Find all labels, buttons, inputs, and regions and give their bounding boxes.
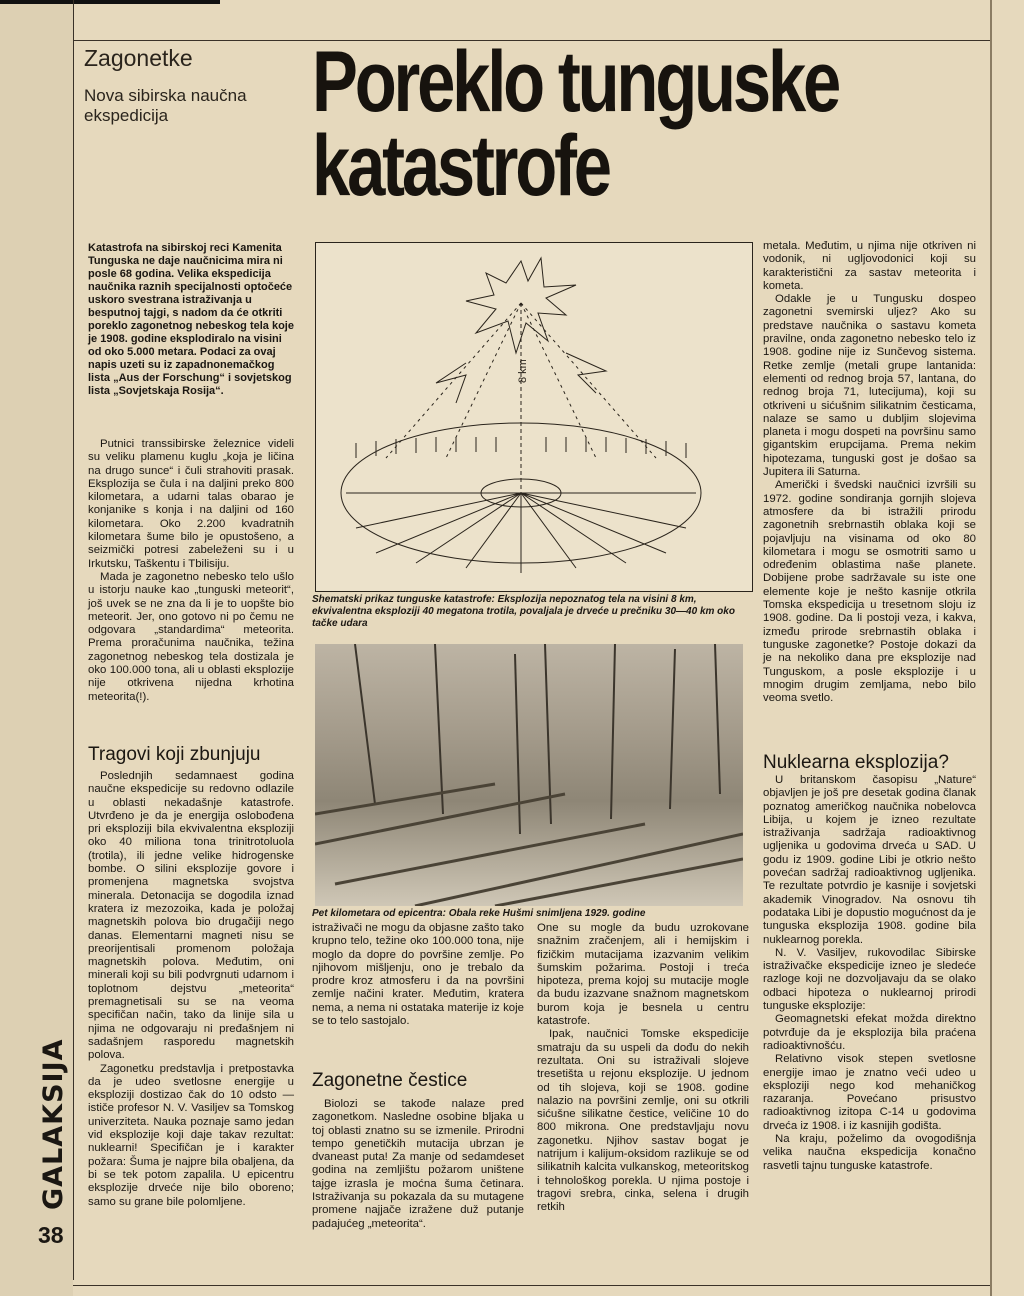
page-edge [990,0,992,1296]
paragraph: N. V. Vasiljev, rukovodilac Sibirske istraživačke ekspedicije izneo je sledeće razloge koji ne dozvoljavaju da se olako odbaci hipoteza o nuklearnoj prirodi tunguske eksplozije: [763,946,976,1013]
column-4 [763,240,976,705]
forest-photo [315,644,743,906]
ray-mid-right [521,303,596,458]
paragraph: Zagonetku predstavlja i pretpostavka da je udeo svetlosne energije u eksploziji dostizao čak do 10 odsto — ističe profesor N. V. Vasiljev sa Tomskog univerziteta. Nauka poznaje samo jedan vid eksplozije koji daje takav rezultat: nuklearni! Specifičan je i karakter požara: Šuma je najpre bila obaljena, da bi se tek potom zapalila. U epicentru eksplozije drveće nije bilo oboreno; samo su grane bile polomljene. [88,1062,294,1208]
headline [312,34,840,214]
explosion-diagram [315,242,753,592]
footer-rule [73,1285,990,1286]
subheading-cestice: Zagonetne čestice [312,1070,468,1091]
paragraph: Geomagnetski efekat možda direktno potvrđuje da je eksplozija bila praćena radioaktivnošću. [763,1013,976,1052]
paragraph: Relativno visok stepen svetlosne energije imao je znatno veći udeo u eksploziji nego kod mehaničkog razaranja. Povećano prisustvo radioaktivnog izitopa C-14 u godovima drveća iz 1908. i iz kasnijih godišta. [763,1053,976,1132]
caption-diagram: Shematski prikaz tunguske katastrofe: Eksplozija nepoznatog tela na visini 8 km, ekvivalentna eksploziji 40 megatona trotila, povaljala je drveće u prečniku 30—40 km oko tačke udara [312,594,735,629]
paragraph: Poslednjih sedamnaest godina naučne ekspedicije su redovno odlazile u oblasti nekadašnje katastrofe. Utvrđeno je da je energija oslobođena pri eksploziji bila ekvivalentna eksploziji oko 40 miliona tona trinitrotoluola (trotila), ili jedne velike hidrogenske bombe. O silini eksplozije govore i promenjena magnetska svojstva minerala. Detonacija se dogodila iznad kratera iz mezozoika, kada je položaj magnetskih polova bio drugačiji nego danas. Elementarni magneti nisu se preorijentisali promenom položaja magnetskih polova. Međutim, oni minerali koji su bili podvrgnuti udarnom i toplotnom dejstvu „meteorita“ premagnetisali su se na veoma specifičan način, tako da linije sila u njima ne odgovaraju ni pređašnjem ni sadašnjem rasporedu magnetskih polova. [88,770,294,1062]
paragraph: Odakle je u Tungusku dospeo zagonetni svemirski uljez? Ako su predstave naučnika o sastavu kometa pravilne, onda zagonetno nebesko telo iz 1908. godine nije iz Sunčevog sistema. Retke zemlje (metali grupe lantanida: elementi od rednog broja 57, lantana, do rednog broja 71, lutecijuma), koji su otkriveni u sićušnim silikatnim česticama, nalaze se samo u dubljim slojevima planeta i mogu dospeti na površinu samo gigantskim erupcijama. Prema nekim hipotezama, tunguski gost je došao sa Jupitera ili Saturna. [763,293,976,479]
fallen-trees [346,493,696,573]
column-4-continued [763,774,976,1173]
paragraph: Biolozi se takođe nalaze pred zagonetkom. Nasledne osobine bljaka u toj oblasti znatno su se izmenile. Prirodni tempo genetičkih mutacija ubrzan je dvaneast puta! Za manje od sedamdeset godina na zemljištu požarom uništene tajge izrasla je moćna šuma četinara. Istraživanja su pokazala da su mutagene promene najjače izražene duž putanje padajućeg „meteorita“. [312,1098,524,1230]
magazine-logo-text: GALAKSIJA [38,1038,69,1210]
magazine-logo [38,1038,69,1210]
column-2-continued [312,1098,524,1231]
page-number: 38 [38,1222,64,1248]
headline-line-1: Poreklo tunguske [312,34,839,130]
standing-trees [356,437,686,458]
paragraph: istraživači ne mogu da objasne zašto tako krupno telo, težine oko 100.000 tona, nije moglo da dopre do površine zemlje. Po njihovom mišljenju, ono je trebalo da prodre kroz atmosferu i da na površini zemlje načini krater. Međutim, kratera nema, a nema ni ostataka materije iz koje se to telo sastojalo. [312,922,524,1028]
paragraph: Mada je zagonetno nebesko telo ušlo u istorju nauke kao „tunguski meteorit“, još uvek se ne zna da li je to uopšte bio meteorit. Jer, ono gotovo ni po čemu ne odgovara „standardima“ meteorita. Prema proračunima naučnika, težina zagonetnog nebeskog tela dostizala je oko 100.000 tona, ali u oblasti eksplozije nije otkrivena nijedna krhotina meteorita(!). [88,570,294,703]
ray-left [386,303,521,458]
paragraph: U britanskom časopisu „Nature“ objavljen je još pre desetak godina članak poznatog američkog naučnika nobelovca Libija, u kojem je izneo rezultate istraživanja sadržaja radioaktivnog ugljenika u godovima drveća u SAD. U godu iz 1909. godine Libi je otkrio nešto povećan sadržaj radioaktivnog ugljenika. Te rezultate potvrdio je kasnije i sovjetski akademik Vinogradov. Na osnovu tih podataka Libi je dopustio mogućnost da je tunguska eksplozija 1908. godine bila nuklearnog porekla. [763,774,976,946]
column-3 [537,922,749,1215]
column-1-continued [88,770,294,1209]
paragraph: Na kraju, poželimo da ovogodišnja velika naučna ekspedicija konačno rasvetli tajnu tunguske katastrofe. [763,1133,976,1172]
top-bar [0,0,220,4]
subheading-nuklearna: Nuklearna eksplozija? [763,752,949,773]
subheading-tragovi: Tragovi koji zbunjuju [88,744,261,765]
paragraph: metala. Međutim, u njima nije otkriven ni vodonik, ni ugljovodonici koji su karakteristični za sastav meteorita i kometa. [763,240,976,292]
column-2 [312,922,524,1028]
lead-paragraph: Katastrofa na sibirskoj reci Kamenita Tunguska ne daje naučnicima mira ni posle 68 godina. Velika ekspedicija naučnika raznih specijalnosti optočeće uskoro svestrana istraživanja u besputnoj tajgi, s nadom da će otkriti poreklo zagonetnog nebeskog tela koje je 1908. godine eksplodiralo na visini od oko 5.000 metara. Podaci za ovaj napis uzeti su iz zapadnonemačkog lista „Aus der Forschung“ i sovjetskog lista „Sovjetskaja Rosija“. [88,242,294,397]
paragraph: Putnici transsibirske železnice videli su veliku plamenu kuglu „koja je ličina na drugo sunce“ i čuli strahoviti prasak. Eksplozija se čula i na daljini preko 800 kilometara, a udarni talas obarao je konjanike s konja i na daljini od 160 kilometara. Oko 2.200 kvadratnih kilometara šume bilo je opustošeno, a seizmički potresi zabeleženi su i u Irkutsku, Taškentu i Tbilisiju. [88,438,294,570]
column-1 [88,438,294,704]
subsection-label: Nova sibirska naučna ekspedicija [84,86,247,125]
paragraph: One su mogle da budu uzrokovane snažnim zračenjem, ali i hemijskim i fizičkim mutacijama izazvanim velikim šumskim požarima. Postoji i treća hipoteza, prema kojoj su mutacije mogle da budu izazvane snažnom magnetskom burom koja je besnela u centru katastrofe. [537,922,749,1028]
section-label: Zagonetke [84,45,193,71]
height-label: 8 km [517,359,529,383]
headline-line-2: katastrofe [312,118,609,214]
caption-photo: Pet kilometara od epicentra: Obala reke Hušmi snimljena 1929. godine [312,908,646,919]
diagram-svg [316,243,752,591]
photo-svg [315,644,743,906]
paragraph: Američki i švedski naučnici izvršili su 1972. godine sondiranja gornjih slojeva atmosfere da bi istražili prirodu zagonetnih srebrnastih oblaka koji se pojavljuju na visinama od oko 80 kilometara i mogu se osmotriti samo u određenim oblastima naše planete. Dobijene probe sadržavale su iste one elemente koje je nešto kasnije otkrila Tomska ekspedicija u tresetnom sloju iz 1908. godine. Da li postoji veza, i kakva, između prirode srebrnastih oblaka i tunguske zagonetke? Postoje dokazi da je na nekoliko dana pre eksplozije nad Tunguskom, a posle eksplozije i u mnogim drugim zemljama, nebo bilo veoma svetlo. [763,479,976,705]
paragraph: Ipak, naučnici Tomske ekspedicije smatraju da su uspeli da dođu do nekih rezultata. Oni su istraživali slojeve tresetišta u rejonu eksplozije. U jednom od tih slojeva, koji se 1908. godine nalazio na površini zemlje, oni su otkrili sićušne silikatne čestice, veličine 10 do 800 mikrona. One predstavljaju novu zagonetku. Njihov sastav bogat je natrijum i kalijum-oksidom razlikuje se od silikatnih kalcita vulkanskog, meteoritskog i tehnološkog porekla. U njima postoje i tragovi srebra, cinka, selena i drugih retkih [537,1028,749,1214]
column-rule [73,0,74,1280]
ray-right [521,303,656,458]
